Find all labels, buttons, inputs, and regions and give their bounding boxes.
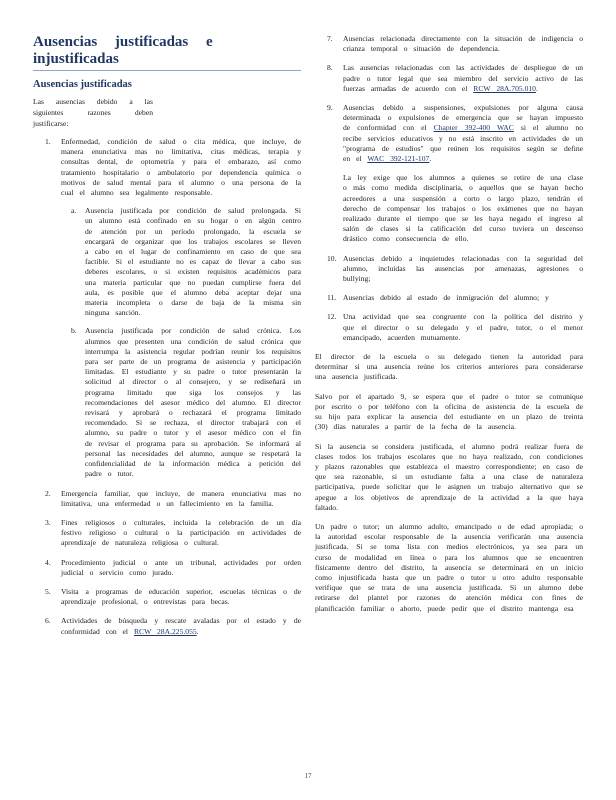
list-text: Procedimiento judicial o ante un tribunal, actividades por orden judicial o servicio como jurado. bbox=[61, 557, 301, 577]
right-column bbox=[315, 34, 583, 623]
list-number: 12. bbox=[327, 312, 337, 322]
rcw-28a-225-055-link[interactable]: RCW 28A.225.055 bbox=[133, 626, 197, 636]
reasons-list-right bbox=[315, 34, 583, 164]
list-number: 7. bbox=[327, 34, 333, 43]
list-item-12 bbox=[315, 312, 583, 343]
sub-letter: b. bbox=[71, 326, 77, 336]
list-text: Visita a programas de educación superior, escuelas técnicas o de aprendizaje profesional, o entrevistas para becas. bbox=[61, 586, 301, 607]
reasons-list-left bbox=[33, 137, 301, 637]
list-text: Ausencias debido al estado de inmigración del alumno; y bbox=[343, 293, 549, 303]
list-text: Ausencias debido a inquietudes relacionadas con la seguridad del alumno, incluidas las ausencias por amenazas, agresiones o bullying; bbox=[343, 253, 583, 284]
sub-text: Ausencia justificada por condición de salud crónica. Los alumnos que presenten una condición de salud crónica que interrumpa la asistencia regular podrían reunir los requisitos para ser parte de un programa de asistencia y participación limitadas. El estudiante y su padre o tutor presentarán la solicitud al director o al consejero, y se rediseñará un programa limitado que siga los consejos y las recomendaciones del asesor médico del alumno. El director revisará y aprobará o rechazará el programa limitado recomendado. Si se rechaza, el director trabajará con el alumno, su padre o tutor y el asesor médico con el fin de revisar el programa para su aprobación. Se informará al personal las necesidades del alumno, aunque se respetará la confidencialidad de la información médica a petición del padre o tutor. bbox=[85, 326, 301, 479]
list-text: Actividades de búsqueda y rescate avaladas por el estado y de conformidad con el bbox=[61, 616, 301, 636]
list-text: Enfermedad, condición de salud o cita médica, que incluye, de manera enunciativa mas no limitativa, citas médicas, terapia y consultas dental, de optometría y para el embarazo, así como tratamiento hospitalario o ambulatorio por dependencia química o motivos de salud mental para el alumno o una persona de la cual el alumno sea legalmente responsable. bbox=[61, 137, 301, 198]
list-text: Las ausencias relacionadas con las actividades de despliegue de un padre o tutor legal que sea miembro del servicio activo de las fuerzas armadas de acuerdo con el bbox=[343, 63, 583, 93]
list-number: 11. bbox=[327, 293, 337, 303]
list-number: 4. bbox=[45, 557, 51, 567]
sub-text: Ausencia justificada por condición de salud prolongada. Si un alumno está confinado en su hogar o en algún centro de atención por un período prolongado, la escuela se encargará de organizar que los trabajos escolares se lleven a cabo en el lugar de confinamiento en caso de que sea factible. Si el estudiante no es capaz de llevar a cabo sus deberes escolares, o si existen requisitos académicos para una materia particular que no puedan cumplirse fuera del aula, es posible que el alumno deba aceptar dejar una materia incompleta o darse de baja de la misma sin ninguna sanción. bbox=[85, 206, 301, 318]
list-text-cont: si el alumno no recibe servicios educativos y no está inscrito en actividades de un "programa de estudios" que reúnen los requisitos según se define en el bbox=[343, 123, 584, 164]
reasons-list-right-cont bbox=[315, 254, 583, 343]
list-text: Fines religiosos o culturales, incluida la celebración de un día festivo religioso o cultural o la participación en actividades de aprendizaje de naturaleza religiosa o cultural. bbox=[61, 517, 301, 548]
list-number: 1. bbox=[45, 137, 51, 146]
list-text: Ausencias relacionada directamente con la situación de indigencia o crianza temporal o situación de dependencia. bbox=[343, 34, 583, 54]
left-column bbox=[33, 34, 301, 646]
list-number: 10. bbox=[327, 253, 337, 263]
list-text: Emergencia familiar, que incluye, de manera enunciativa mas no limitativa, una enfermedad o un fallecimiento en la familia. bbox=[61, 488, 301, 508]
list-item-10 bbox=[315, 254, 583, 285]
item-9-continuation: La ley exige que los alumnos a quienes se retire de una clase o más como medida disciplinaria, o aquellos que se hayan hecho acreedores a una suspensión a corto o largo plazo, tendrán el derecho de compensar los trabajos o los exámenes que no hayan realizado durante el tiempo que se les haya negado el ingreso al salón de clases si la calificación del curso tuviera un descenso drástico como consecuencia de ello. bbox=[343, 173, 583, 244]
sub-letter: a. bbox=[71, 206, 77, 216]
list-item-6 bbox=[33, 616, 301, 636]
sub-item-b bbox=[71, 326, 301, 479]
chapter-392-400-wac-link[interactable]: Chapter 392-400 WAC bbox=[433, 123, 514, 133]
paragraph-verification: Un padre o tutor; un alumno adulto, emancipado o de edad apropiada; o la autoridad escolar responsable de la ausencia verificarán una ausencia justificada. Si se toma lista con medios electrónicos, ya sea para un curso de modalidad en línea o para los alumnos que se encuentren físicamente dentro del distrito, la ausencia se determinará en un inicio como injustificada hasta que un padre o tutor u otro adulto responsable verifique que se trata de una ausencia justificada. Si un alumno debe retirarse del plantel por razones de atención médica con fines de planificación familiar o aborto, puede pedir que el distrito mantenga esa bbox=[315, 521, 583, 613]
list-punct: . bbox=[429, 154, 432, 164]
rcw-28a-705-010-link[interactable]: RCW 28A.705.010 bbox=[473, 83, 536, 93]
list-punct: . bbox=[535, 83, 538, 93]
wac-392-121-107-link[interactable]: WAC 392-121-107 bbox=[367, 154, 430, 164]
list-item-5 bbox=[33, 587, 301, 607]
list-item-7 bbox=[315, 34, 583, 54]
section-heading: Ausencias justificadas bbox=[33, 79, 132, 90]
list-item-9 bbox=[315, 103, 583, 164]
list-item-3 bbox=[33, 518, 301, 549]
page-number: 17 bbox=[304, 772, 312, 780]
page-title: Ausencias justificadas e injustificadas bbox=[33, 34, 301, 71]
list-item-8 bbox=[315, 63, 583, 94]
list-number: 8. bbox=[327, 63, 333, 73]
list-number: 9. bbox=[327, 103, 333, 113]
sub-item-a bbox=[71, 206, 301, 318]
list-punct: . bbox=[196, 626, 199, 636]
list-item-4 bbox=[33, 558, 301, 578]
list-number: 6. bbox=[45, 616, 51, 626]
list-number: 2. bbox=[45, 488, 51, 498]
list-item-11 bbox=[315, 293, 583, 303]
list-item-1 bbox=[33, 137, 301, 480]
list-number: 5. bbox=[45, 586, 51, 596]
list-number: 3. bbox=[45, 517, 51, 527]
list-item-2 bbox=[33, 489, 301, 509]
list-text: Ausencias debido a suspensiones, expulsiones por alguna causa determinada o expulsiones de emergencia que se hayan impuesto de conformidad con el bbox=[343, 103, 583, 133]
paragraph-director-authority: El director de la escuela o su delegado tienen la autoridad para determinar si una ausencia reúne los criterios anteriores para considerarse una ausencia justificada. bbox=[315, 352, 583, 382]
list-text: Una actividad que sea congruente con la política del distrito y que el director o su delegado y el padre, tutor, o el menor emancipado, acuerden mutuamente. bbox=[343, 312, 583, 342]
paragraph-makeup-work: Si la ausencia se considera justificada, el alumno podrá realizar fuera de clases todos los trabajos escolares que no haya realizado, con condiciones y plazos razonables que establezca el maestro correspondiente; en caso de que sea razonable, si un estudiante falta a una clase de naturaleza participativa, puede solicitar que le asignen un trabajo alternativo que se apegue a los objetivos de aprendizaje de la actividad a la que haya faltado. bbox=[315, 441, 583, 512]
intro-paragraph: Las ausencias debido a las siguientes razones deben justificarse: bbox=[33, 97, 153, 128]
paragraph-parent-notification: Salvo por el apartado 9, se espera que el padre o tutor se comunique por escrito o por teléfono con la oficina de asistencia de la escuela de su hijo para explicar la ausencia del estudiante en un plazo de treinta (30) días naturales a partir de la fecha de la ausencia. bbox=[315, 391, 583, 432]
